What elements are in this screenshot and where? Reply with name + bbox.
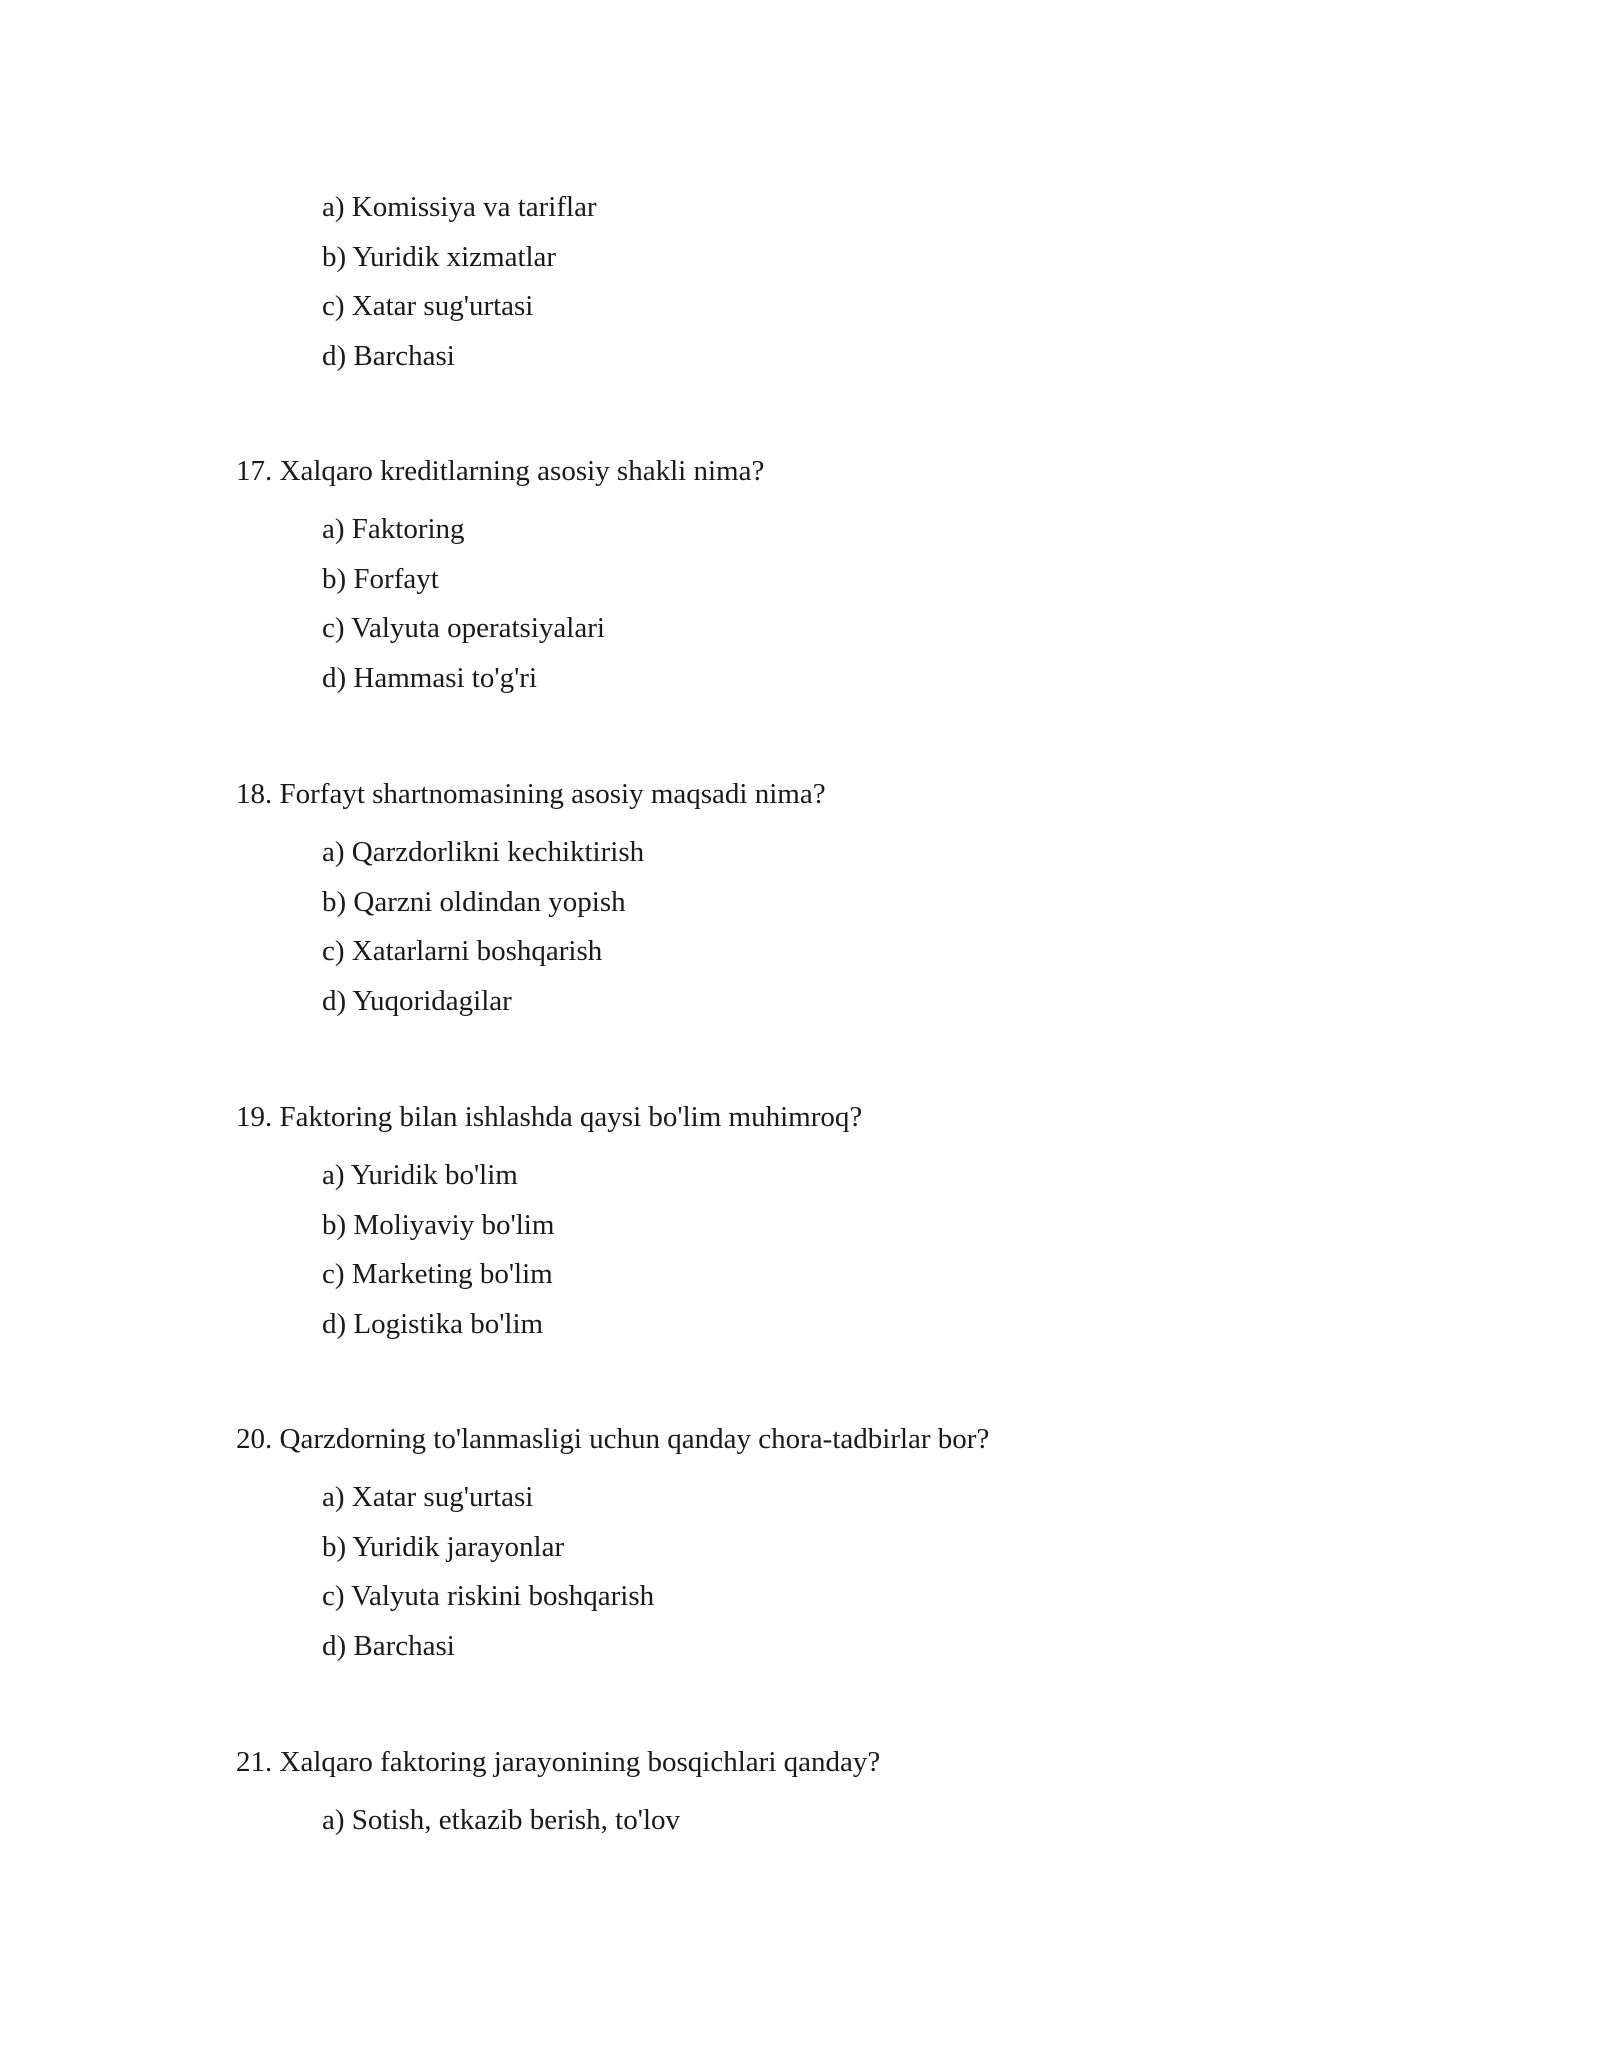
options-list <box>322 189 597 387</box>
option-a: a) Sotish, etkazib berish, to'lov <box>322 1804 680 1836</box>
option-c: c) Xatarlarni boshqarish <box>322 935 603 967</box>
option-d: d) Barchasi <box>322 1629 455 1662</box>
option-b: b) Yuridik jarayonlar <box>322 1530 565 1563</box>
option-a: a) Qarzdorlikni kechiktirish <box>322 836 645 868</box>
option-b: b) Qarzni oldindan yopish <box>322 885 626 918</box>
option-d: d) Hammasi to'g'ri <box>322 661 538 694</box>
option-a: a) Komissiya va tariflar <box>322 191 597 223</box>
option-a: a) Xatar sug'urtasi <box>322 1481 534 1513</box>
option-a: a) Faktoring <box>322 513 465 545</box>
options-list <box>322 1802 680 1852</box>
option-b: b) Moliyaviy bo'lim <box>322 1208 555 1241</box>
question-text: 20. Qarzdorning to'lanmasligi uchun qanday chora-tadbirlar bor? <box>236 1423 990 1455</box>
options-list <box>322 511 605 709</box>
question-text: 21. Xalqaro faktoring jarayonining bosqichlari qanday? <box>236 1746 881 1778</box>
option-a: a) Yuridik bo'lim <box>322 1159 518 1191</box>
options-list <box>322 1479 654 1677</box>
option-c: c) Valyuta operatsiyalari <box>322 612 605 644</box>
option-c: c) Xatar sug'urtasi <box>322 290 534 322</box>
option-d: d) Barchasi <box>322 339 455 372</box>
options-list <box>322 1157 554 1355</box>
question-text: 18. Forfayt shartnomasining asosiy maqsadi nima? <box>236 778 826 810</box>
option-b: b) Yuridik xizmatlar <box>322 240 557 273</box>
option-d: d) Yuqoridagilar <box>322 984 512 1017</box>
option-b: b) Forfayt <box>322 562 439 595</box>
option-c: c) Marketing bo'lim <box>322 1258 553 1290</box>
option-c: c) Valyuta riskini boshqarish <box>322 1580 655 1612</box>
question-text: 19. Faktoring bilan ishlashda qaysi bo'lim muhimroq? <box>236 1101 863 1133</box>
question-text: 17. Xalqaro kreditlarning asosiy shakli nima? <box>236 455 765 487</box>
option-d: d) Logistika bo'lim <box>322 1307 544 1340</box>
options-list <box>322 834 644 1032</box>
